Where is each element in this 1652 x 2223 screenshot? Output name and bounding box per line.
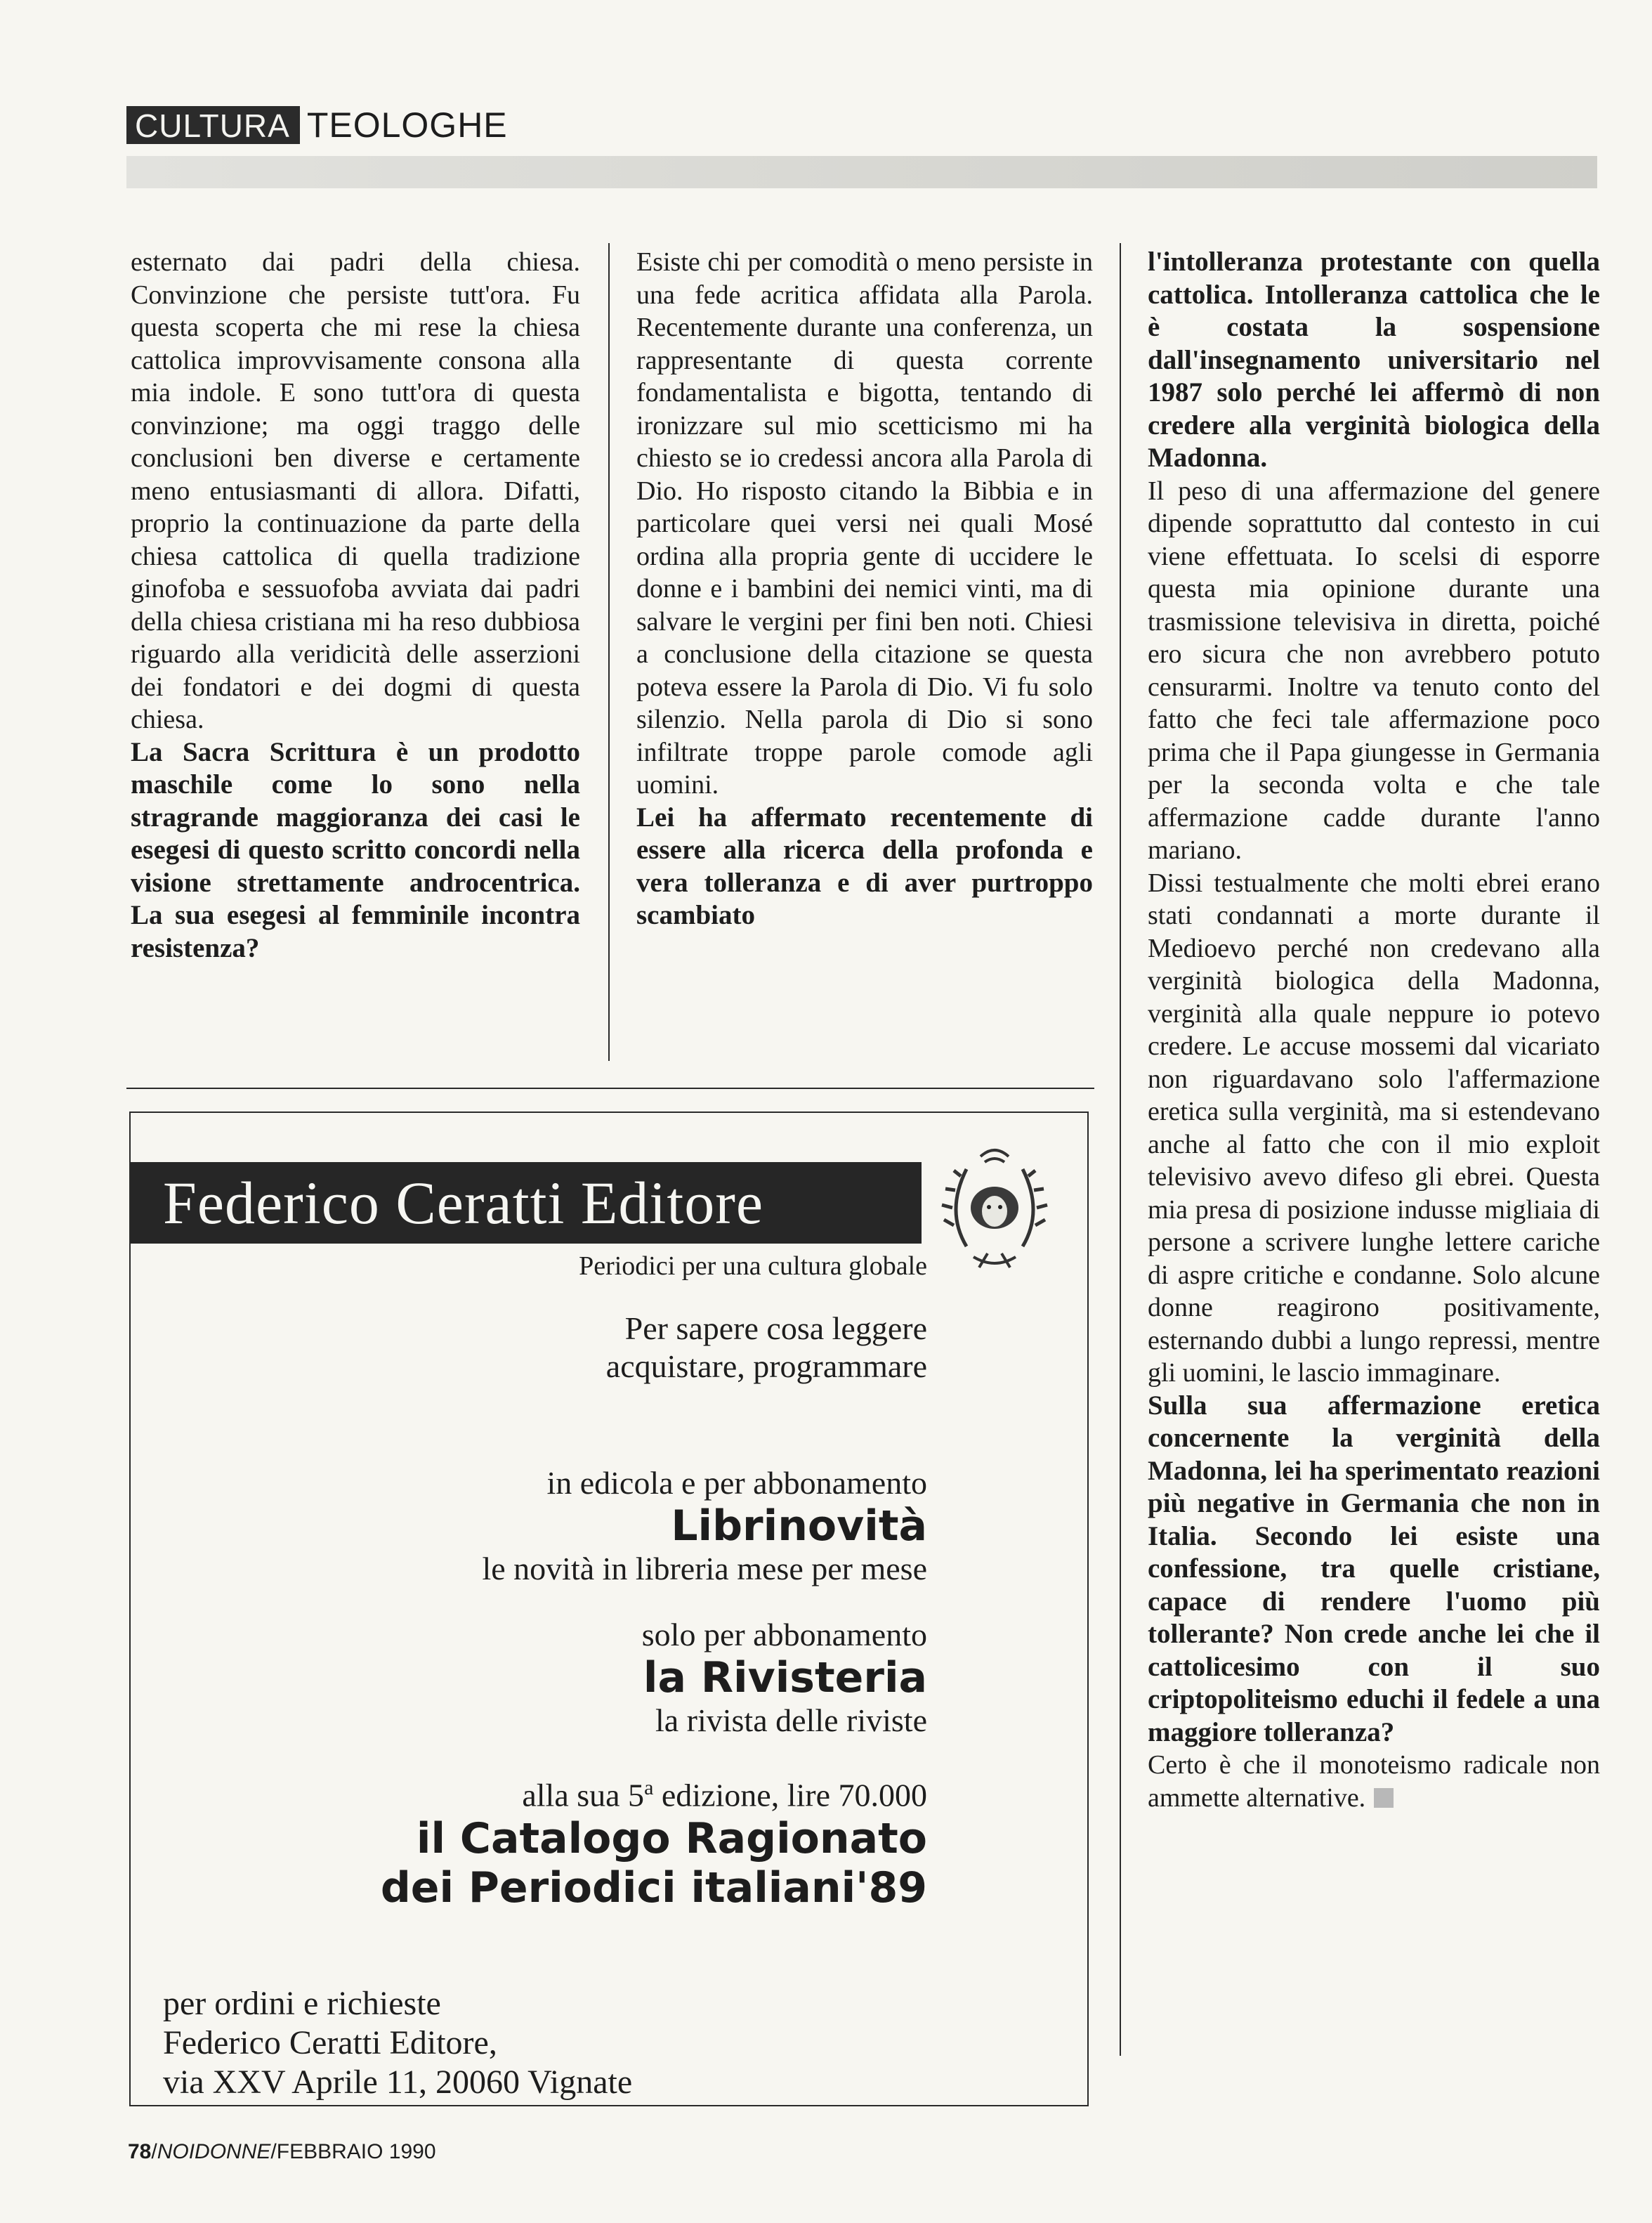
- product-name: Librinovità: [671, 1501, 927, 1551]
- product-catalogo: [381, 1769, 927, 1912]
- subsection-label: TEOLOGHE: [306, 105, 508, 145]
- contact-line: per ordini e richieste: [163, 1985, 441, 2022]
- contact-line: via XXV Aprile 11, 20060 Vignate: [163, 2064, 633, 2101]
- contact-line: Federico Ceratti Editore,: [163, 2024, 497, 2061]
- interview-question: Sulla sua affermazione eretica concernente la verginità della Madonna, lei ha sperimentato reazioni più negative in Germania che non in Italia. Secondo lei esiste una confessione, tra quelle cristiane, capace di rendere l'uomo più tollerante? Non crede anche lei che il cattolicesimo con il suo criptopoliteismo educhi il fedele a una maggiore tolleranza?: [1148, 1390, 1600, 1747]
- publisher-tagline: Periodici per una cultura globale: [579, 1251, 927, 1281]
- ad-separator: [126, 1088, 1094, 1089]
- article-column-2: [636, 246, 1093, 932]
- sheep-emblem-icon: [938, 1141, 1051, 1275]
- intro-line: Per sapere cosa leggere: [624, 1310, 927, 1346]
- paragraph: Il peso di una affermazione del genere dipende soprattutto dal contesto in cui viene effettuata. Io scelsi di esporre questa mia opinione durante una trasmissione televisiva in diretta, poiché ero sicura che non avrebbero potuto censurarmi. Inoltre va tenuto conto del fatto che feci tale affermazione poco prima che il Papa giungesse in Germania per la seconda volta e che tale affermazione cadde durante l'anno mariano.: [1148, 476, 1600, 865]
- product-description: le novità in libreria mese per mese: [482, 1551, 927, 1586]
- paragraph: Esiste chi per comodità o meno persiste in una fede acritica affidata alla Parola. Recentemente durante una conferenza, un rappresentante di questa corrente fondamentalista e bigotta, tentando di ironizzare sul mio scetticismo mi ha chiesto se io credessi ancora alla Parola di Dio. Ho risposto citando la Bibbia e in particolare quei versi nei quali Mosé ordina alla propria gente di uccidere le donne e i bambini dei nemici vinti, ma di salvare le vergini per fini ben noti. Chiesi a conclusione della citazione se questa poteva essere la Parola di Dio. Vi fu solo silenzio. Nella parola di Dio si sono infiltrate troppe parole comode agli uomini.: [636, 247, 1093, 800]
- interview-question: Lei ha affermato recentemente di essere alla ricerca della profonda e vera tolleranza e di aver purtroppo scambiato: [636, 802, 1093, 930]
- page-number: 78: [128, 2140, 152, 2163]
- section-label: CULTURA: [126, 106, 300, 144]
- paragraph: Dissi testualmente che molti ebrei erano stati condannati a morte durante il Medioevo perché non credevano alla verginità biologica della Madonna, verginità alla quale neppure io potevo credere. Le accuse mossemi dal vicariato non riguardavano solo l'affermazione eretica sulla verginità, ma si estendevano anche al fatto che con il mio exploit televisivo avevo difeso gli ebrei. Questa mia presa di posizione indusse migliaia di persone a scrivere lunghe lettere cariche di aspre critiche e condanne. Solo alcune donne reagirono positivamente, esternando dubbi a lungo repressi, mentre gli uomini, le lascio immaginare.: [1148, 868, 1600, 1388]
- intro-line: acquistare, programmare: [605, 1348, 927, 1384]
- article-column-1: [131, 246, 580, 965]
- paragraph: [1148, 1749, 1600, 1814]
- ad-intro: [606, 1310, 927, 1386]
- paragraph: esternato dai padri della chiesa. Convinzione che persiste tutt'ora. Fu questa scoperta che mi rese la chiesa cattolica improvvisamente consona alla mia indole. E sono tutt'ora di questa convinzione; ma oggi traggo delle conclusioni ben diverse e certamente meno entusiasmanti di allora. Difatti, proprio la continuazione da parte della chiesa cattolica di quella tradizione ginofoba e sessuofoba avviata dai padri della chiesa cristiana mi ha reso dubbiosa riguardo alla veridicità delle asserzioni dei fondatori e dei dogmi di questa chiesa.: [131, 247, 580, 734]
- product-name: la Rivisteria: [643, 1653, 927, 1702]
- column-divider: [1120, 243, 1121, 2056]
- closing-text: Certo è che il monoteismo radicale non ammette alternative.: [1148, 1750, 1600, 1813]
- ad-contact: [163, 1984, 632, 2102]
- product-description: la rivista delle riviste: [655, 1702, 927, 1738]
- article-column-3: [1148, 246, 1600, 1814]
- end-mark-icon: [1374, 1788, 1394, 1808]
- advertisement: [129, 1112, 1089, 2106]
- interview-question: l'intolleranza protestante con quella cattolica. Intolleranza cattolica che le è costata la sospensione dall'insegnamento universitario nel 1987 solo perché lei affermò di non credere alla verginità biologica della Madonna.: [1148, 247, 1600, 473]
- product-rivisteria: [642, 1616, 927, 1740]
- product-channel: alla sua 5$^a$ edizione, lire 70.000: [522, 1776, 927, 1813]
- header-band: [126, 156, 1597, 188]
- product-name: il Catalogo Ragionato: [416, 1814, 927, 1864]
- product-channel: solo per abbonamento: [641, 1617, 927, 1652]
- section-header: [126, 104, 508, 146]
- product-channel: in edicola e per abbonamento: [546, 1465, 927, 1501]
- magazine-name: NOIDONNE: [157, 2140, 271, 2163]
- column-divider: [608, 243, 610, 1061]
- page-footer: 78/NOIDONNE/FEBBRAIO 1990: [128, 2140, 436, 2163]
- product-name: dei Periodici italiani'89: [380, 1863, 927, 1913]
- issue-date: FEBBRAIO 1990: [276, 2140, 436, 2163]
- publisher-banner: Federico Ceratti Editore: [131, 1162, 922, 1244]
- interview-question: La Sacra Scrittura è un prodotto maschile come lo sono nella stragrande maggioranza dei casi le esegesi di questo scritto concordi nella visione strettamente androcentrica. La sua esegesi al femminile incontra resistenza?: [131, 736, 580, 963]
- product-librinovita: [482, 1464, 927, 1588]
